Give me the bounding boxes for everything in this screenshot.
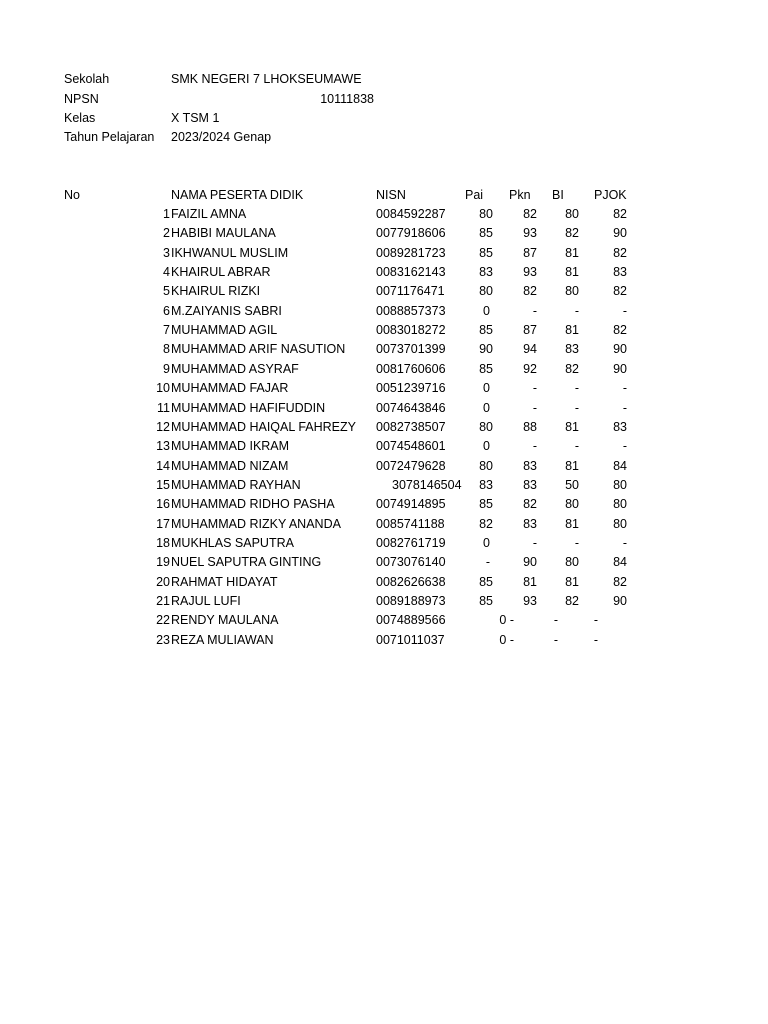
column-header-nisn: NISN — [376, 188, 406, 202]
student-nisn: 0074889566 — [376, 613, 446, 628]
grade-bi: 50 — [565, 477, 579, 492]
grade-pai: 85 — [479, 497, 493, 512]
grade-bi: - — [574, 303, 579, 318]
grade-bi: - — [574, 381, 579, 396]
student-nisn: 0071176471 — [376, 284, 445, 299]
row-number: 7 — [163, 323, 170, 338]
school-label: Sekolah — [64, 72, 110, 86]
row-number: 11 — [157, 400, 170, 415]
grade-pai: 83 — [479, 477, 493, 492]
grade-pkn: 82 — [523, 207, 537, 221]
student-nisn: 0074914895 — [376, 497, 446, 512]
grade-pkn: 83 — [523, 477, 537, 492]
grade-pjok: 82 — [613, 574, 627, 589]
grade-pai: 0 — [483, 303, 490, 318]
student-name: MUHAMMAD FAJAR — [171, 381, 289, 396]
grade-pkn: 88 — [523, 419, 537, 434]
grade-pkn: - — [532, 535, 537, 550]
grade-pai: 85 — [479, 594, 493, 608]
year-value: 2023/2024 Genap — [171, 130, 272, 144]
grade-pai: 80 — [479, 284, 493, 299]
row-number: 21 — [156, 594, 170, 608]
student-name: MUKHLAS SAPUTRA — [171, 535, 294, 550]
class-label: Kelas — [64, 111, 96, 125]
student-name: MUHAMMAD RIDHO PASHA — [171, 497, 335, 512]
grade-pkn: 90 — [523, 555, 537, 570]
student-nisn: 0082626638 — [376, 574, 446, 589]
grade-pjok: 82 — [613, 207, 627, 221]
grade-pkn: 82 — [523, 284, 537, 299]
grade-pjok: - — [622, 535, 627, 550]
student-name: FAIZIL AMNA — [171, 207, 247, 221]
grade-pai: 85 — [479, 226, 493, 241]
grade-bi: - — [574, 535, 579, 550]
grade-pjok: 84 — [613, 555, 627, 570]
grade-bi: 80 — [565, 497, 579, 512]
student-name: HABIBI MAULANA — [171, 226, 276, 241]
grade-pai: 0 — [483, 400, 490, 415]
row-number: 3 — [163, 245, 170, 260]
grade-pkn: 92 — [523, 361, 537, 376]
student-nisn: 0072479628 — [376, 458, 446, 473]
student-nisn: 0082738507 — [376, 419, 446, 434]
grade-pjok: 80 — [613, 497, 627, 512]
student-nisn: 0083162143 — [376, 265, 446, 280]
grade-pai: 85 — [479, 323, 493, 338]
grade-bi: - — [574, 400, 579, 415]
grade-pkn: 0 - — [499, 613, 514, 628]
row-number: 16 — [156, 497, 170, 512]
grade-bi: - — [553, 632, 558, 647]
row-number: 14 — [156, 458, 170, 473]
grade-pjok: 90 — [613, 342, 627, 357]
grade-bi: 81 — [565, 265, 579, 280]
column-header-bi: BI — [552, 188, 564, 202]
column-header-no: No — [64, 188, 80, 202]
grade-pjok: - — [622, 400, 627, 415]
grade-pjok: 80 — [613, 516, 627, 531]
grade-pkn: 81 — [523, 574, 537, 589]
student-nisn: 0077918606 — [376, 226, 446, 241]
student-name: RAJUL LUFI — [171, 594, 241, 608]
grade-pkn: 82 — [523, 497, 537, 512]
grade-pjok: 90 — [613, 226, 627, 241]
grade-pjok: - — [593, 613, 598, 628]
grade-pjok: 82 — [613, 284, 627, 299]
grade-pjok: 90 — [613, 361, 627, 376]
grade-pjok: - — [622, 381, 627, 396]
grade-pkn: - — [532, 381, 537, 396]
grade-bi: 80 — [565, 284, 579, 299]
grade-pjok: 82 — [613, 323, 627, 338]
row-number: 19 — [156, 555, 170, 570]
student-nisn: 0089281723 — [376, 245, 446, 260]
grade-bi: 81 — [565, 516, 579, 531]
grade-pkn: 93 — [523, 265, 537, 280]
school-value: SMK NEGERI 7 LHOKSEUMAWE — [171, 72, 362, 86]
grade-pai: 80 — [479, 458, 493, 473]
grade-bi: 81 — [565, 419, 579, 434]
grade-pjok: 80 — [613, 477, 627, 492]
grade-pkn: 83 — [523, 516, 537, 531]
grade-pai: 0 — [483, 381, 490, 396]
student-name: M.ZAIYANIS SABRI — [171, 303, 282, 318]
row-number: 23 — [156, 632, 170, 647]
grade-bi: 83 — [565, 342, 579, 357]
row-number: 12 — [156, 419, 170, 434]
student-nisn: 0074643846 — [376, 400, 446, 415]
grade-pkn: - — [532, 400, 537, 415]
grade-bi: 80 — [565, 555, 579, 570]
student-name: RAHMAT HIDAYAT — [171, 574, 278, 589]
student-name: MUHAMMAD AGIL — [171, 323, 278, 338]
column-header-pai: Pai — [465, 188, 484, 202]
grade-pkn: 0 - — [499, 632, 514, 647]
student-name: REZA MULIAWAN — [171, 632, 274, 647]
student-nisn: 0084592287 — [376, 207, 446, 221]
student-name: MUHAMMAD RAYHAN — [171, 477, 301, 492]
grade-pkn: 93 — [523, 226, 537, 241]
row-number: 4 — [163, 265, 170, 280]
row-number: 10 — [156, 381, 170, 396]
row-number: 8 — [163, 342, 170, 357]
row-number: 18 — [156, 535, 170, 550]
student-name: MUHAMMAD NIZAM — [171, 458, 289, 473]
grade-pkn: 83 — [523, 458, 537, 473]
student-nisn: 0088857373 — [376, 303, 446, 318]
student-nisn: 0073701399 — [376, 342, 446, 357]
student-nisn: 0074548601 — [376, 439, 446, 454]
grade-pai: - — [485, 555, 490, 570]
grade-pai: 0 — [483, 439, 490, 454]
grade-pai: 85 — [479, 361, 493, 376]
student-name: RENDY MAULANA — [171, 613, 279, 628]
grade-bi: 80 — [565, 207, 579, 221]
grade-pkn: 87 — [523, 245, 537, 260]
grade-pjok: - — [593, 632, 598, 647]
row-number: 13 — [156, 439, 170, 454]
grade-pkn: 87 — [523, 323, 537, 338]
grade-pkn: 93 — [523, 594, 537, 608]
grade-pjok: - — [622, 439, 627, 454]
student-name: MUHAMMAD IKRAM — [171, 439, 290, 454]
student-name: MUHAMMAD ARIF NASUTION — [171, 342, 346, 357]
grade-pjok: 83 — [613, 265, 627, 280]
grade-pai: 80 — [479, 207, 493, 221]
grade-pjok: 90 — [613, 594, 627, 608]
grade-pjok: - — [622, 303, 627, 318]
grade-bi: 82 — [565, 594, 579, 608]
student-nisn: 0081760606 — [376, 361, 446, 376]
grade-pai: 85 — [479, 574, 493, 589]
row-number: 5 — [163, 284, 170, 299]
student-name: MUHAMMAD RIZKY ANANDA — [171, 516, 341, 531]
grade-bi: 81 — [565, 323, 579, 338]
student-name: KHAIRUL ABRAR — [171, 265, 271, 280]
grade-pai: 0 — [483, 535, 490, 550]
grade-pjok: 82 — [613, 245, 627, 260]
student-nisn: 0089188973 — [376, 594, 446, 608]
grade-pai: 83 — [479, 265, 493, 280]
class-value: X TSM 1 — [171, 111, 220, 125]
column-header-name: NAMA PESERTA DIDIK — [171, 188, 304, 202]
row-number: 15 — [156, 477, 170, 492]
student-name: MUHAMMAD HAFIFUDDIN — [171, 400, 326, 415]
npsn-label: NPSN — [64, 92, 99, 106]
grade-pjok: 83 — [613, 419, 627, 434]
student-nisn: 3078146504 — [392, 477, 462, 492]
grade-pjok: 84 — [613, 458, 627, 473]
grade-bi: - — [553, 613, 558, 628]
row-number: 22 — [156, 613, 170, 628]
column-header-pkn: Pkn — [509, 188, 531, 202]
grade-bi: 81 — [565, 458, 579, 473]
student-nisn: 0085741188 — [376, 516, 445, 531]
student-name: IKHWANUL MUSLIM — [171, 245, 289, 260]
student-nisn: 0083018272 — [376, 323, 446, 338]
row-number: 9 — [163, 361, 170, 376]
student-name: KHAIRUL RIZKI — [171, 284, 261, 299]
column-header-pjok: PJOK — [594, 188, 627, 202]
row-number: 2 — [163, 226, 170, 241]
student-nisn: 0073076140 — [376, 555, 446, 570]
year-label: Tahun Pelajaran — [64, 130, 155, 144]
row-number: 6 — [163, 303, 170, 318]
grade-pkn: - — [532, 303, 537, 318]
grade-pai: 85 — [479, 245, 493, 260]
grade-bi: 82 — [565, 226, 579, 241]
grade-bi: 81 — [565, 574, 579, 589]
grade-pai: 90 — [479, 342, 493, 357]
grade-bi: 81 — [565, 245, 579, 260]
row-number: 17 — [156, 516, 170, 531]
student-name: MUHAMMAD HAIQAL FAHREZY — [171, 419, 356, 434]
grade-pkn: - — [532, 439, 537, 454]
npsn-value: 10111838 — [320, 92, 374, 106]
grade-bi: 82 — [565, 361, 579, 376]
student-name: NUEL SAPUTRA GINTING — [171, 555, 322, 570]
row-number: 20 — [156, 574, 170, 589]
student-nisn: 0071011037 — [376, 632, 445, 647]
grade-bi: - — [574, 439, 579, 454]
grade-pai: 80 — [479, 419, 493, 434]
row-number: 1 — [163, 207, 170, 221]
grade-pai: 82 — [479, 516, 493, 531]
student-name: MUHAMMAD ASYRAF — [171, 361, 299, 376]
student-nisn: 0082761719 — [376, 535, 446, 550]
grade-pkn: 94 — [523, 342, 537, 357]
student-nisn: 0051239716 — [376, 381, 446, 396]
